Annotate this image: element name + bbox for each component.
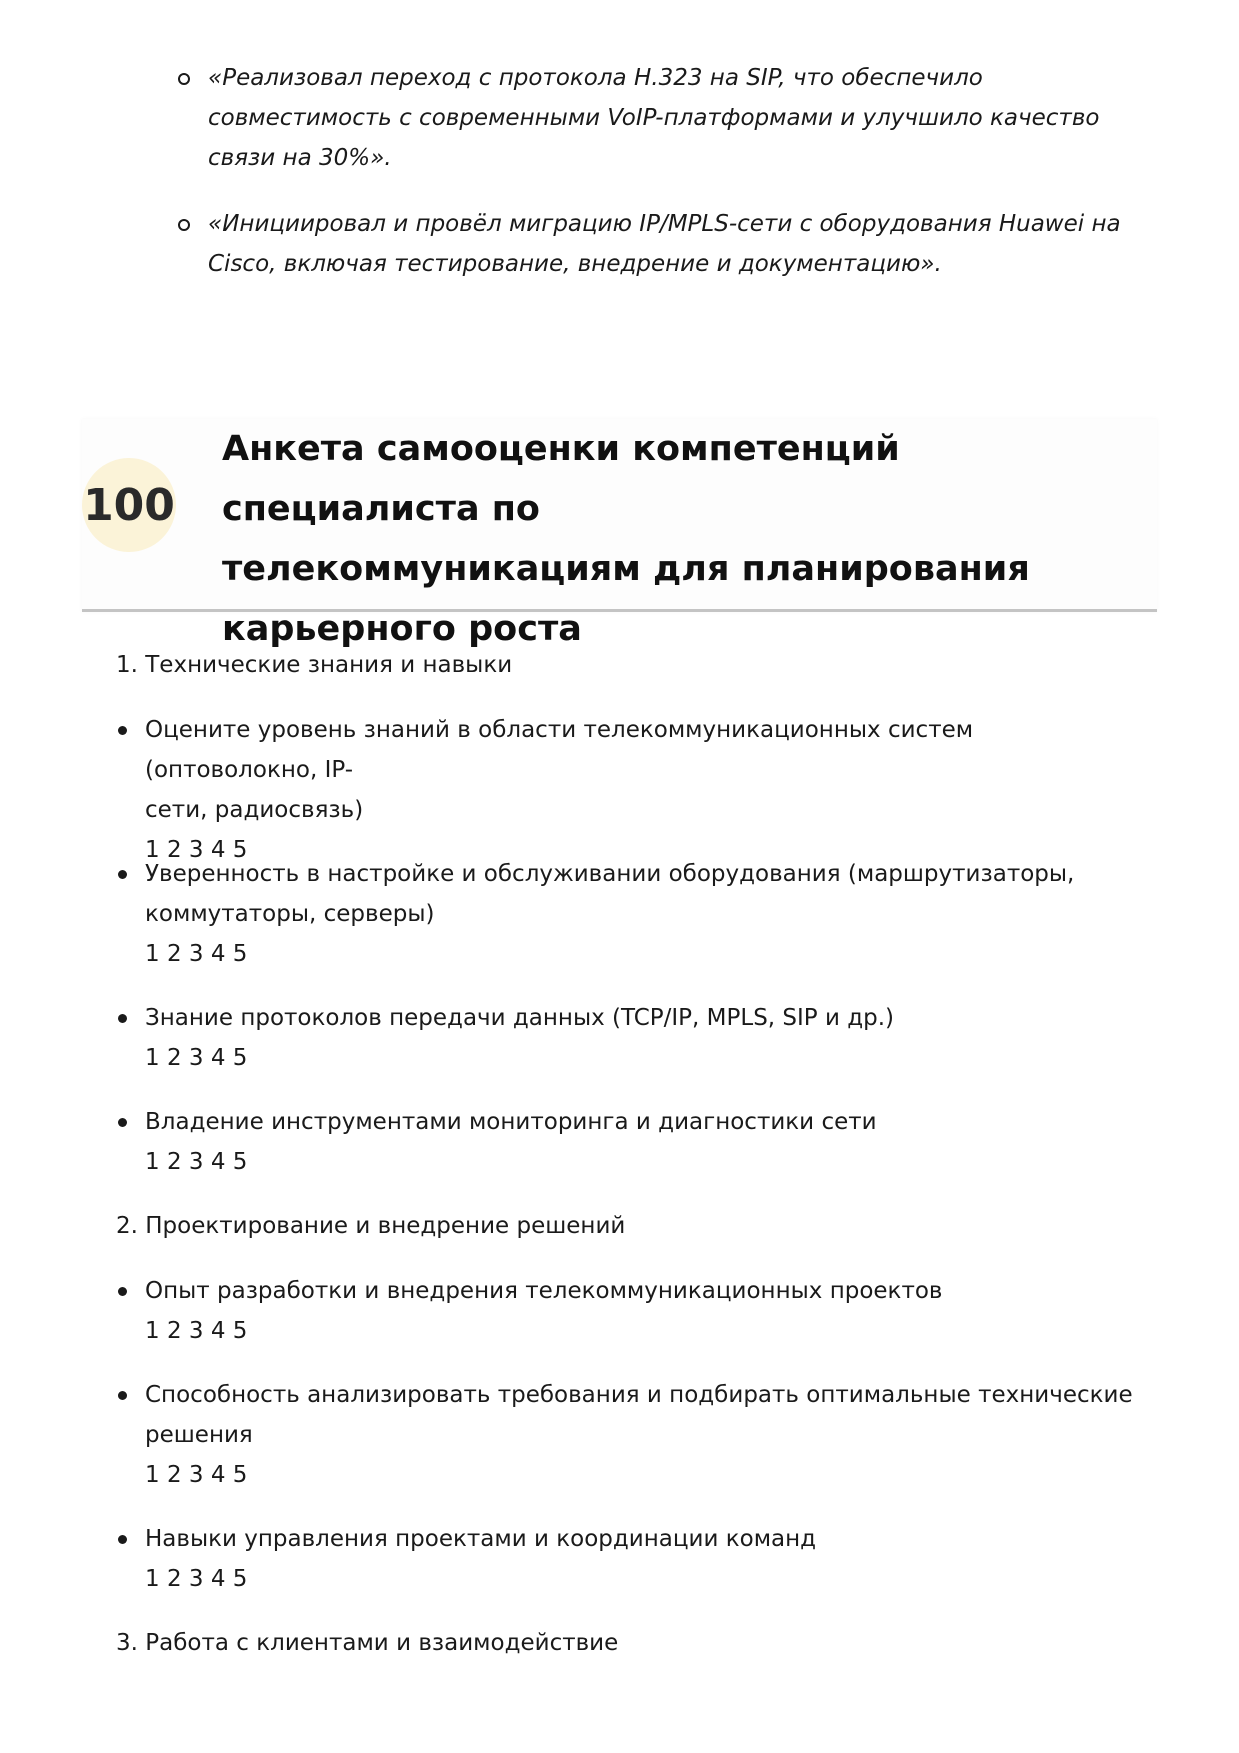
- bullet-icon: [118, 1118, 127, 1127]
- question-text: Знание протоколов передачи данных (TCP/IP, MPLS, SIP и др.): [145, 1005, 895, 1031]
- bullet-icon: [118, 1391, 127, 1400]
- rating-scale: 1 2 3 4 5: [145, 1462, 248, 1488]
- example-item: [178, 204, 1168, 284]
- question-text: Уверенность в настройке и обслуживании оборудования (маршрутизаторы,: [145, 861, 1075, 887]
- question-item: [145, 710, 1145, 870]
- rating-scale: 1 2 3 4 5: [145, 941, 248, 967]
- section-header: [82, 419, 1157, 649]
- question-text: коммутаторы, серверы): [145, 901, 435, 927]
- question-text: Оцените уровень знаний в области телекоммуникационных систем (оптоволокно, IP-: [145, 717, 974, 783]
- rating-scale: 1 2 3 4 5: [145, 1149, 248, 1175]
- question-item: [145, 1519, 1145, 1599]
- example-text: «Реализовал переход с протокола H.323 на SIP, что обеспечило совместимость с современными VoIP-платформами и улучшило качество связи на 30%».: [208, 65, 1100, 171]
- section-title-line: телекоммуникациям для планирования: [222, 549, 1030, 589]
- question-item: [145, 1102, 1145, 1182]
- bullet-icon: [118, 870, 127, 879]
- section-title-line: карьерного роста: [222, 609, 582, 649]
- group-heading: 3. Работа с клиентами и взаимодействие: [116, 1630, 619, 1656]
- question-item: [145, 854, 1145, 974]
- question-item: [145, 1375, 1145, 1495]
- rating-scale: 1 2 3 4 5: [145, 1045, 248, 1071]
- section-title: [222, 419, 1152, 659]
- question-text: Владение инструментами мониторинга и диагностики сети: [145, 1109, 877, 1135]
- hollow-bullet-icon: [178, 73, 190, 85]
- group-heading: 2. Проектирование и внедрение решений: [116, 1213, 626, 1239]
- example-text: «Инициировал и провёл миграцию IP/MPLS-сети с оборудования Huawei на Cisco, включая тестирование, внедрение и документацию».: [208, 211, 1121, 277]
- rating-scale: 1 2 3 4 5: [145, 1318, 248, 1344]
- bullet-icon: [118, 1014, 127, 1023]
- hollow-bullet-icon: [178, 219, 190, 231]
- bullet-icon: [118, 726, 127, 735]
- example-item: [178, 58, 1168, 178]
- question-text: Опыт разработки и внедрения телекоммуникационных проектов: [145, 1278, 943, 1304]
- bullet-icon: [118, 1287, 127, 1296]
- question-text: Навыки управления проектами и координации команд: [145, 1526, 817, 1552]
- question-text: Способность анализировать требования и подбирать оптимальные технические: [145, 1382, 1133, 1408]
- question-item: [145, 1271, 1145, 1351]
- rating-scale: 1 2 3 4 5: [145, 837, 248, 863]
- rating-scale: 1 2 3 4 5: [145, 1566, 248, 1592]
- question-text: решения: [145, 1422, 253, 1448]
- question-item: [145, 998, 1145, 1078]
- section-number-badge: 100: [82, 458, 176, 552]
- question-text: сети, радиосвязь): [145, 797, 364, 823]
- bullet-icon: [118, 1535, 127, 1544]
- section-title-line: Анкета самооценки компетенций специалиста по: [222, 429, 900, 529]
- group-heading: 1. Технические знания и навыки: [116, 652, 513, 678]
- examples-list: [178, 58, 1168, 310]
